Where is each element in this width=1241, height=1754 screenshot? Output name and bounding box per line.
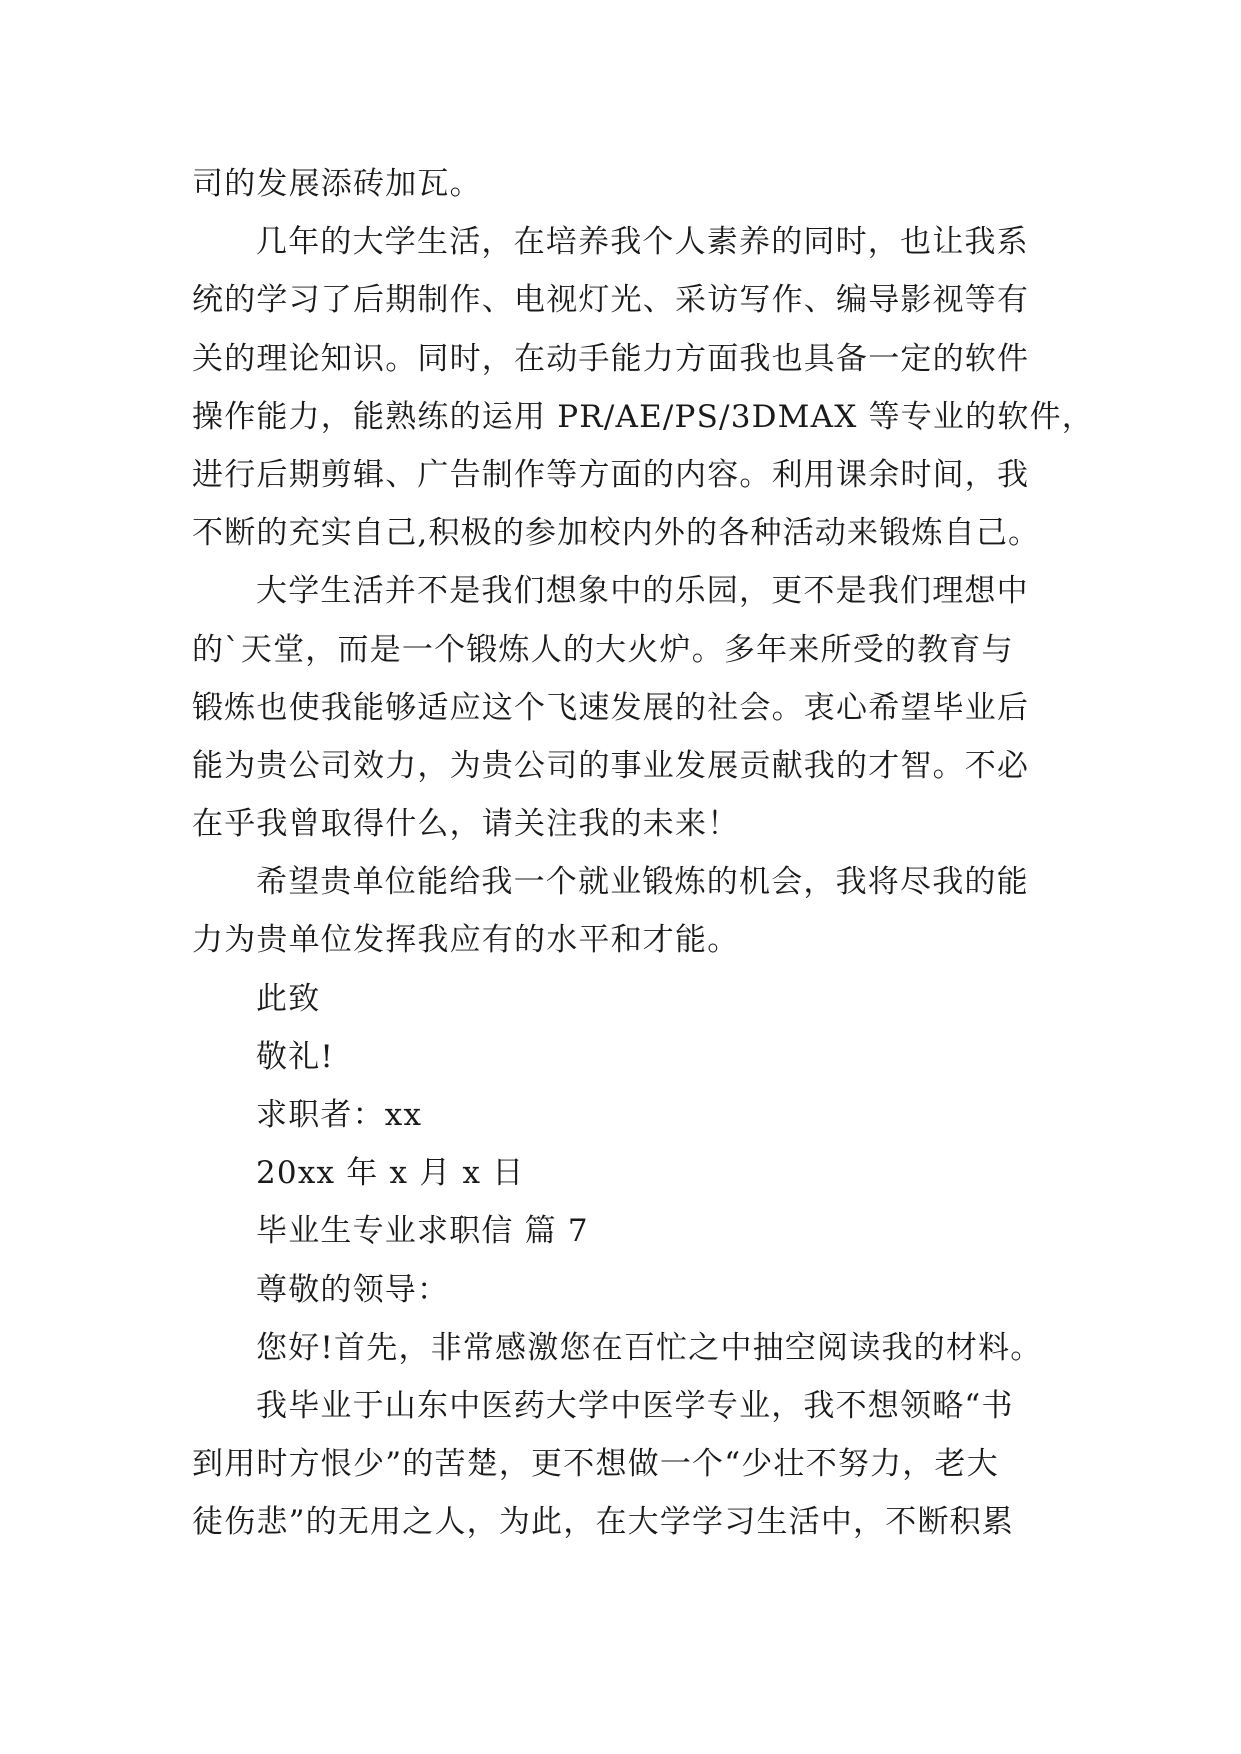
text-line: 您好!首先，非常感激您在百忙之中抽空阅读我的材料。: [256, 1329, 1043, 1366]
text-line: 的`天堂，而是一个锻炼人的大火炉。多年来所受的教育与: [192, 631, 1014, 668]
text-line: 此致: [256, 980, 321, 1017]
text-line: 到用时方恨少”的苦楚，更不想做一个“少壮不努力，老大: [192, 1446, 999, 1483]
text-line: 敬礼!: [256, 1038, 335, 1075]
text-line: 我毕业于山东中医药大学中医学专业，我不想领略“书: [256, 1387, 1014, 1424]
text-line: 能为贵公司效力，为贵公司的事业发展贡献我的才智。不必: [192, 747, 1030, 784]
text-line: 几年的大学生活，在培养我个人素养的同时，也让我系: [256, 224, 1029, 261]
document-body: [192, 155, 1094, 1552]
text-line: 希望贵单位能给我一个就业锻炼的机会，我将尽我的能: [256, 864, 1029, 901]
text-line: 操作能力，能熟练的运用 PR/AE/PS/3DMAX 等专业的软件，: [192, 398, 1094, 435]
text-line: 力为贵单位发挥我应有的水平和才能。: [192, 922, 740, 959]
text-line: 关的理论知识。同时，在动手能力方面我也具备一定的软件: [192, 340, 1030, 377]
text-line: 徒伤悲”的无用之人，为此，在大学学习生活中，不断积累: [192, 1504, 1015, 1541]
text-line: 不断的充实自己,积极的参加校内外的各种活动来锻炼自己。: [192, 515, 1041, 552]
text-line: 毕业生专业求职信 篇 7: [256, 1213, 589, 1250]
text-line: 锻炼也使我能够适应这个飞速发展的社会。衷心希望毕业后: [192, 689, 1030, 726]
text-line: 统的学习了后期制作、电视灯光、采访写作、编导影视等有: [192, 282, 1030, 319]
text-line: 20xx 年 x 月 x 日: [256, 1155, 525, 1192]
text-line: 司的发展添砖加瓦。: [192, 166, 482, 202]
text-line: 大学生活并不是我们想象中的乐园，更不是我们理想中: [256, 573, 1029, 610]
text-line: 进行后期剪辑、广告制作等方面的内容。利用课余时间，我: [192, 456, 1030, 493]
text-line: 在乎我曾取得什么，请关注我的未来！: [192, 806, 740, 843]
text-line: 求职者：xx: [256, 1097, 423, 1133]
text-line: 尊敬的领导：: [256, 1271, 450, 1308]
